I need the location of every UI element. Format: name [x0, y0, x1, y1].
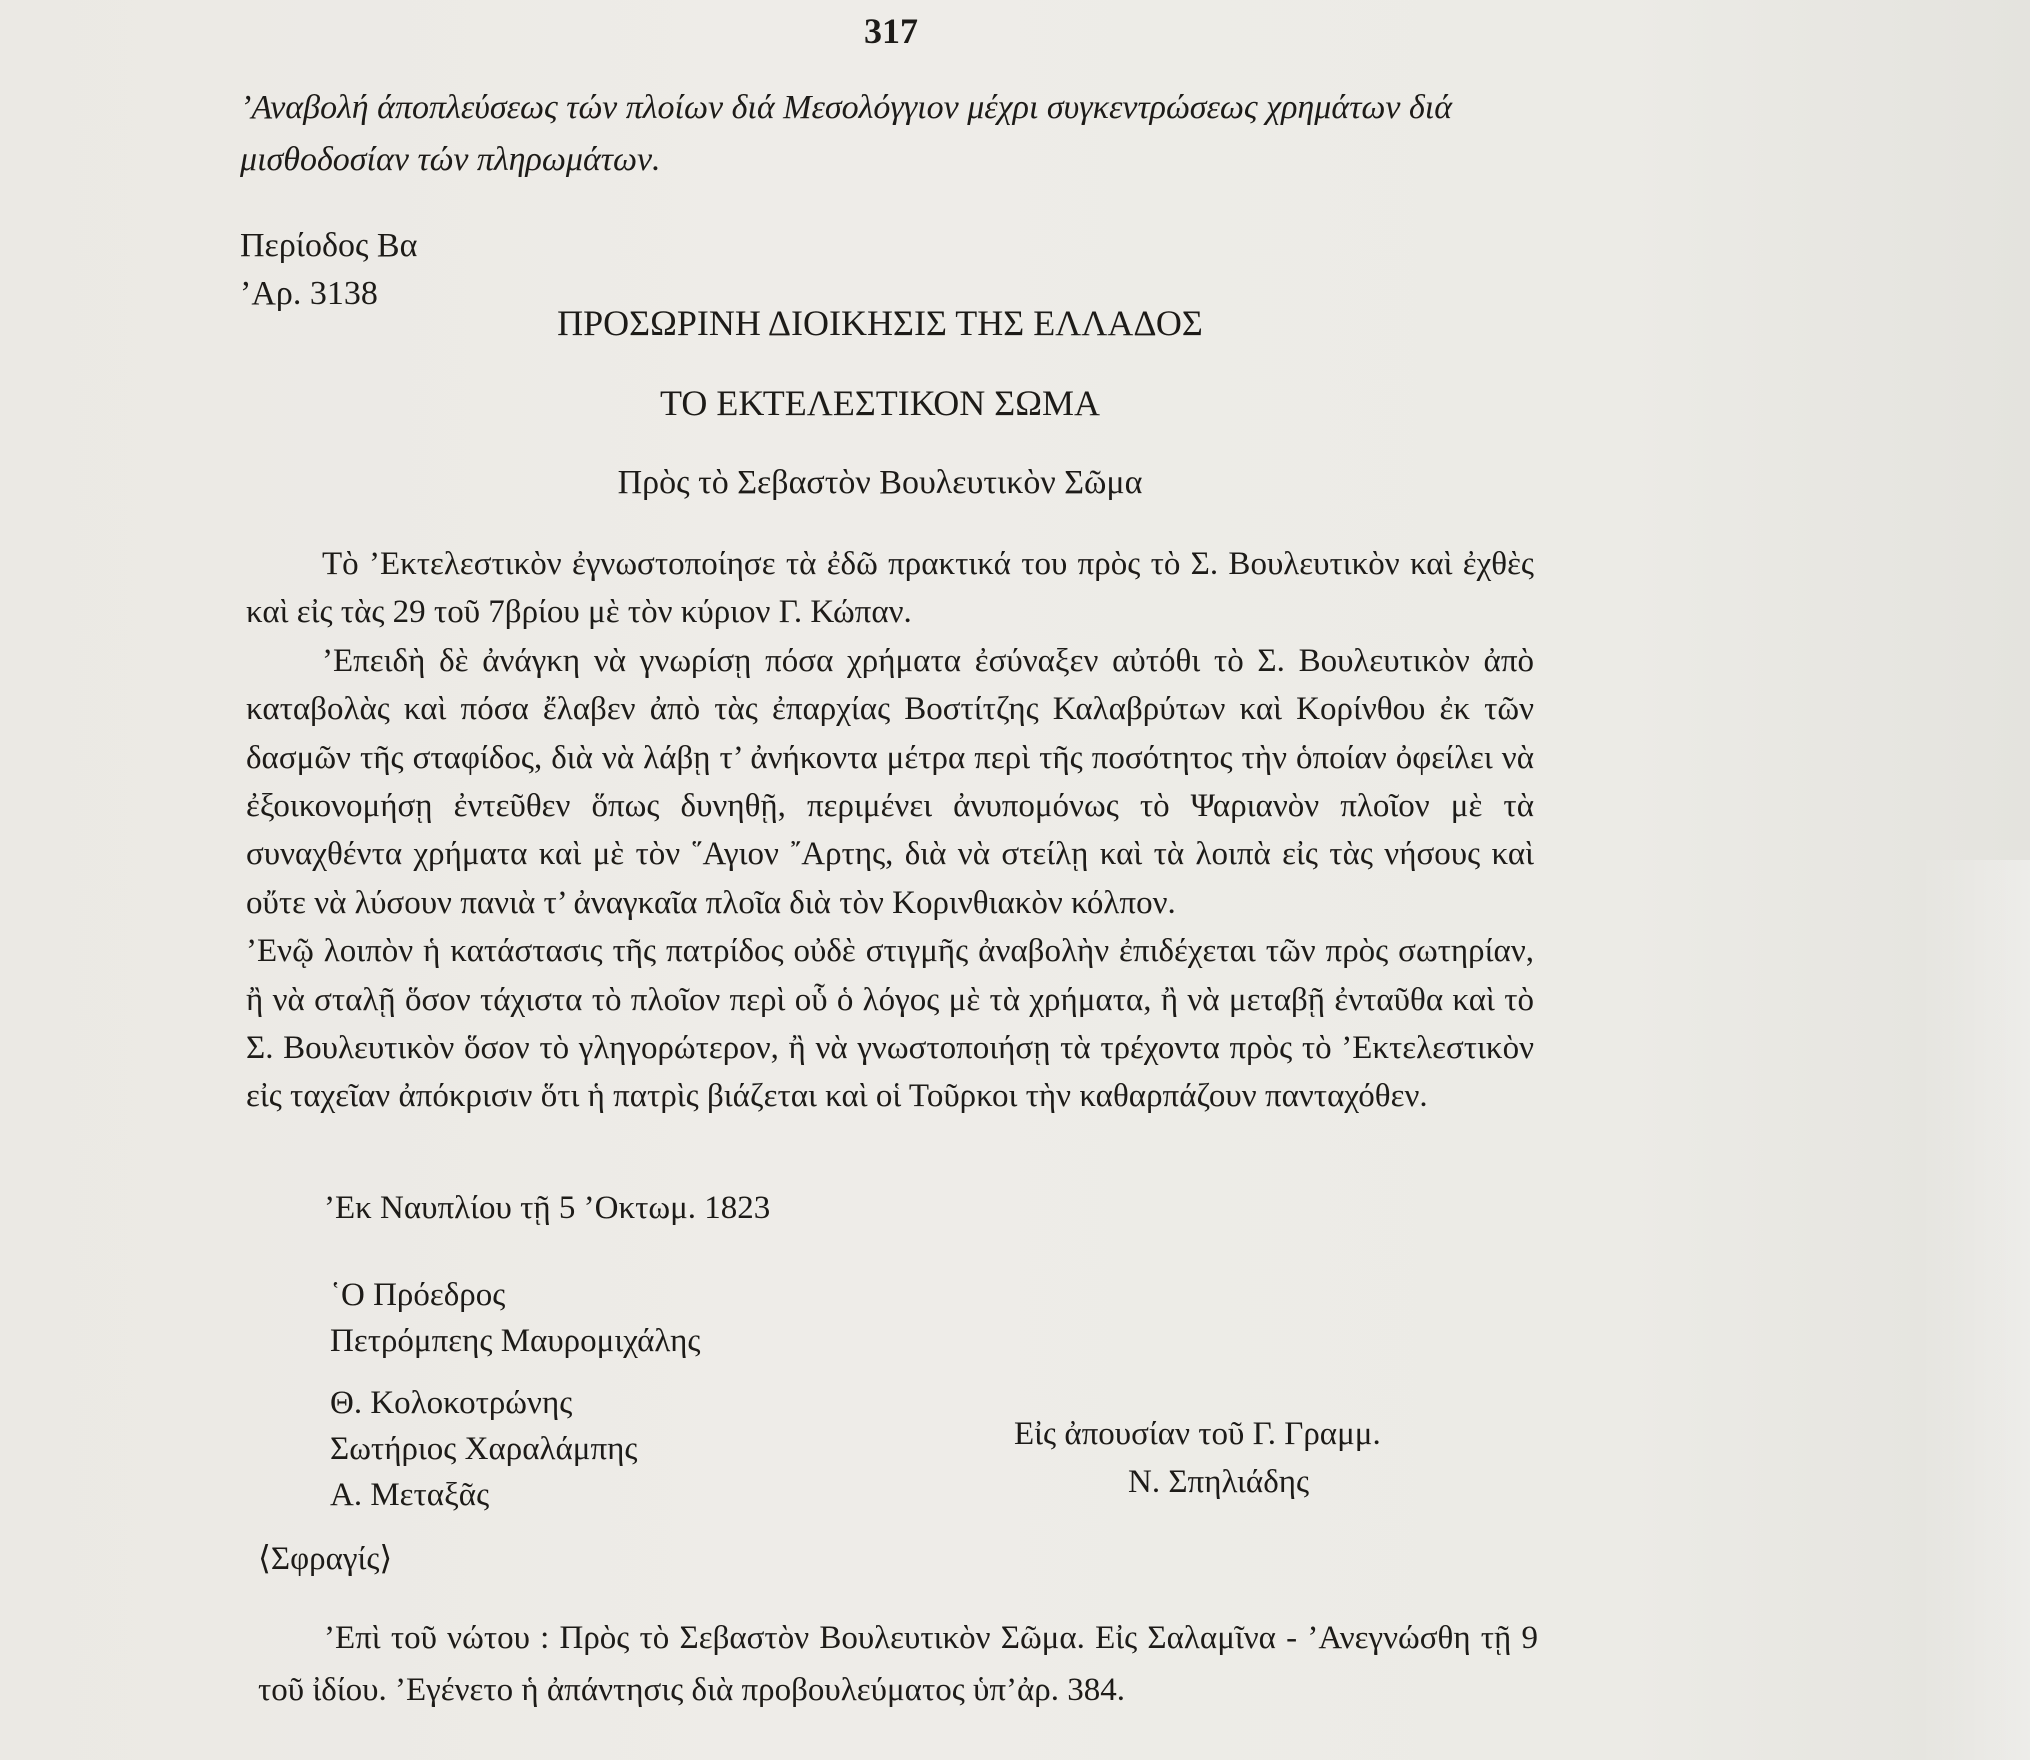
member-signature: Σωτήριος Χαραλάμπης	[330, 1431, 638, 1467]
signatures-right	[1014, 1410, 1381, 1506]
president-name: Πετρόμπεης Μαυρομιχάλης	[330, 1323, 701, 1359]
body-paragraph: ’Επειδὴ δὲ ἀνάγκη νὰ γνωρίσῃ πόσα χρήματα ἐσύναξεν αὐτόθι τὸ Σ. Βουλευτικὸν ἀπὸ καταβολὰς καὶ πόσα ἔλαβεν ἀπὸ τὰς ἐπαρχίας Βοστίτζης Καλαβρύτων καὶ Κορίνθου ἐκ τῶν δασμῶν τῆς σταφίδος, διὰ νὰ λάβῃ τ’ ἀνήκοντα μέτρα περὶ τῆς ποσότητος τὴν ὁποίαν ὀφείλει νὰ ἐξοικονομήσῃ ἐντεῦθεν ὅπως δυνηθῇ, περιμένει ἀνυπομόνως τὸ Ψαριανὸν πλοῖον μὲ τὰ συναχθέντα χρήματα καὶ μὲ τὸν ῞Αγιον ῎Αρτης, διὰ νὰ στείλῃ καὶ τὰ λοιπὰ εἰς τὰς νήσους καὶ οὔτε νὰ λύσουν πανιὰ τ’ ἀναγκαῖα πλοῖα διὰ τὸν Κορινθιακὸν κόλπον.	[246, 642, 1534, 921]
seal-note: ⟨Σφραγίς⟩	[258, 1541, 393, 1577]
letter-body	[246, 540, 1534, 1121]
president-title: ῾Ο Πρόεδρος	[330, 1277, 506, 1313]
endorsement-text: ’Επὶ τοῦ νώτου : Πρὸς τὸ Σεβαστὸν Βουλευτικὸν Σῶμα. Εἰς Σαλαμῖνα - ’Ανεγνώσθη τῇ 9 τοῦ ἰδίου. ’Εγένετο ἡ ἀπάντησις διὰ προβουλεύματος ὑπ’ἀρ. 384.	[258, 1620, 1538, 1708]
executive-heading: ΤΟ ΕΚΤΕΛΕΣΤΙΚΟΝ ΣΩΜΑ	[660, 383, 1100, 423]
page-shadow	[1920, 860, 2030, 1760]
addressee-line: Πρὸς τὸ Σεβαστὸν Βουλευτικὸν Σῶμα	[617, 464, 1143, 501]
body-paragraph: ’Ενῷ λοιπὸν ἡ κατάστασις τῆς πατρίδος οὐδὲ στιγμῆς ἀναβολὴν ἐπιδέχεται τῶν πρὸς σωτηρίαν, ἢ νὰ σταλῇ ὅσον τάχιστα τὸ πλοῖον περὶ οὗ ὁ λόγος μὲ τὰ χρήματα, ἢ νὰ μεταβῇ ἐνταῦθα καὶ τὸ Σ. Βουλευτικὸν ὅσον τὸ γληγορώτερον, ἢ νὰ γνωστοποιήσῃ τὰ τρέχοντα πρὸς τὸ ’Εκτελεστικὸν εἰς ταχεῖαν ἀπόκρισιν ὅτι ἡ πατρὶς βιάζεται καὶ οἱ Τοῦρκοι τὴν καθαρπάζουν πανταχόθεν.	[246, 933, 1534, 1115]
endorsement-note	[258, 1612, 1538, 1716]
signatures-left	[330, 1272, 700, 1518]
government-heading: ΠΡΟΣΩΡΙΝΗ ΔΙΟΙΚΗΣΙΣ ΤΗΣ ΕΛΛΑΔΟΣ	[557, 303, 1203, 343]
member-signature: Α. Μεταξᾶς	[330, 1477, 490, 1513]
secretary-absence-note: Εἰς ἀπουσίαν τοῦ Γ. Γραμμ.	[1014, 1416, 1381, 1452]
body-paragraph: Τὸ ’Εκτελεστικὸν ἐγνωστοποίησε τὰ ἐδῶ πρακτικά του πρὸς τὸ Σ. Βουλευτικὸν καὶ ἐχθὲς καὶ εἰς τὰς 29 τοῦ 7βρίου μὲ τὸν κύριον Γ. Κώπαν.	[246, 546, 1534, 631]
date-line: ’Εκ Ναυπλίου τῇ 5 ’Οκτωμ. 1823	[324, 1190, 771, 1226]
document-summary: ’Αναβολή άποπλεύσεως τών πλοίων διά Μεσολόγγιον μέχρι συγκεντρώσεως χρημάτων διά μισθοδοσίαν τών πληρωμάτων.	[240, 89, 1453, 178]
member-signature: Θ. Κολοκοτρώνης	[330, 1385, 573, 1421]
page-number: 317	[864, 11, 918, 51]
document-number: ’Αρ. 3138	[240, 275, 378, 312]
secretary-signature: Ν. Σπηλιάδης	[1128, 1464, 1310, 1500]
period-label: Περίοδος Βα	[240, 227, 418, 264]
